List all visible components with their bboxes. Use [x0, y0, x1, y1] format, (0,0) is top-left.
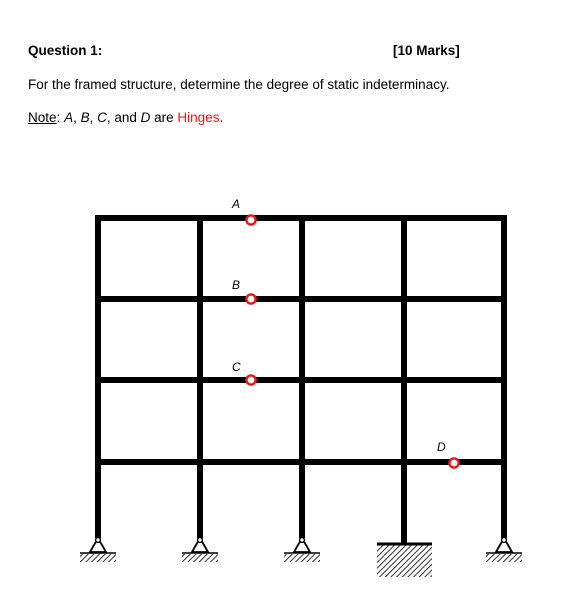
- pin-support: [284, 538, 320, 562]
- note-are: are: [150, 110, 178, 125]
- hinge-a-label: A: [232, 197, 241, 211]
- note-letter-c: C: [97, 110, 107, 125]
- hinge-b-label: B: [232, 278, 241, 292]
- note-sep: , and: [106, 110, 141, 125]
- pin-support: [80, 538, 116, 562]
- note-letter-b: B: [80, 110, 90, 125]
- fixed-support: [377, 543, 432, 577]
- hinge-d-label: D: [437, 440, 446, 454]
- note-letter-a: A: [64, 110, 74, 125]
- question-title: Question 1:: [28, 43, 103, 58]
- note-letter-d: D: [140, 110, 151, 125]
- hinge-c-label: C: [232, 360, 241, 374]
- note-period: .: [219, 110, 224, 125]
- note-sep: ,: [73, 110, 81, 125]
- note-label: Note: [28, 110, 57, 125]
- pin-support: [486, 538, 522, 562]
- note-colon: :: [56, 110, 61, 125]
- pin-support: [182, 538, 218, 562]
- note-sep: ,: [89, 110, 98, 125]
- question-marks: [10 Marks]: [393, 43, 460, 58]
- question-text: For the framed structure, determine the degree of static indeterminacy.: [28, 77, 450, 92]
- note-hinges-word: Hinges: [177, 110, 220, 125]
